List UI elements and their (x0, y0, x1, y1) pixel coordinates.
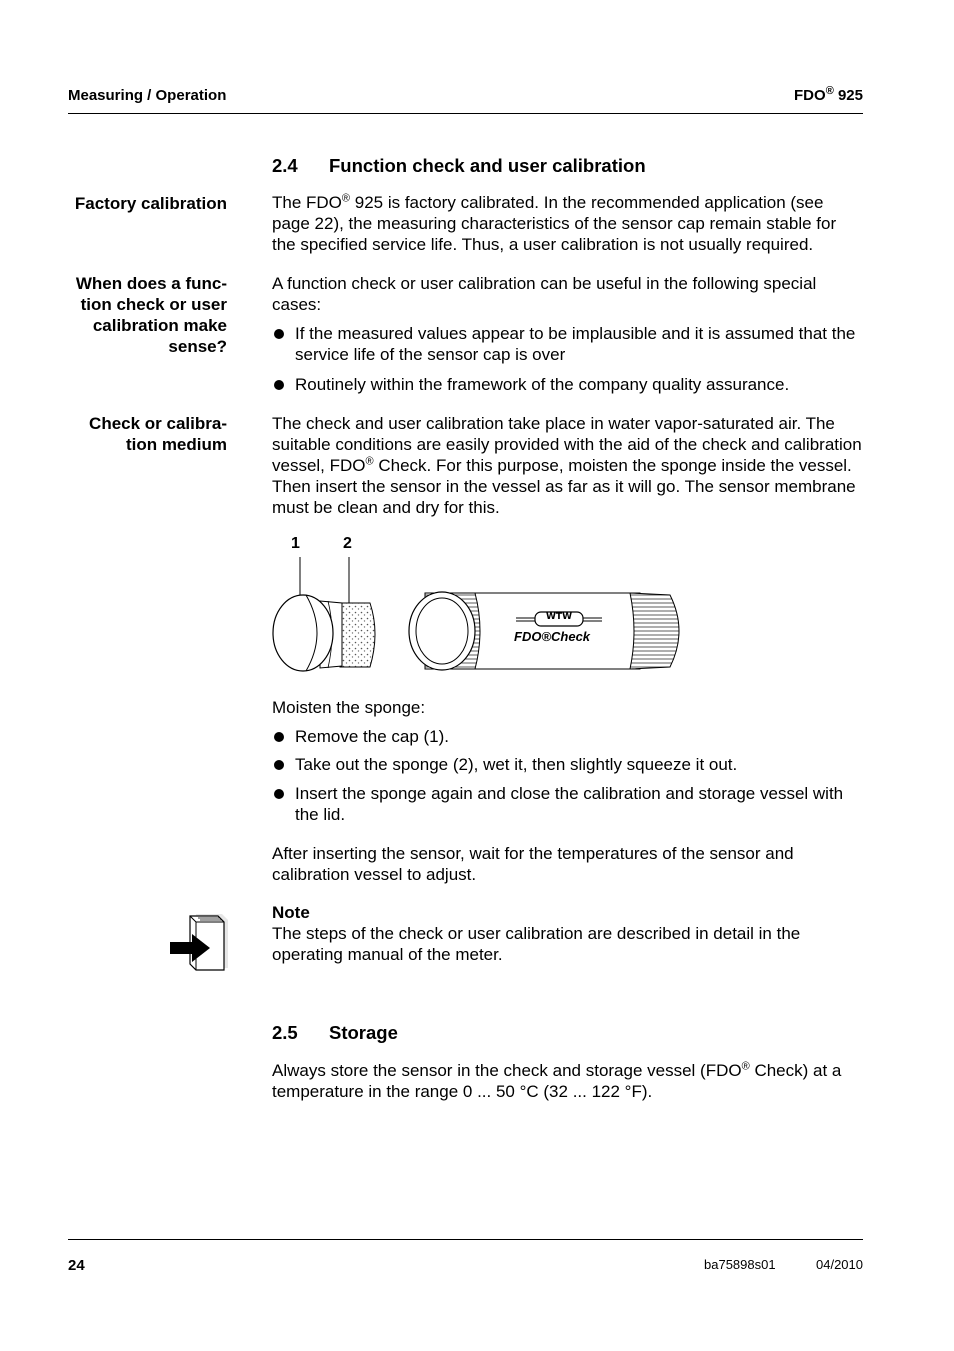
bullet-item (272, 783, 864, 825)
bullet-item (272, 374, 864, 395)
bullet-text: If the measured values appear to be implausible and it is assumed that the service life of the sensor cap is over (295, 324, 856, 364)
bullet-icon (274, 760, 284, 770)
running-header-section: Measuring / Operation (68, 87, 227, 104)
note-text: The steps of the check or user calibration are described in detail in the operating manual of the meter. (272, 924, 801, 964)
header-rule (68, 113, 863, 114)
vessel-label: FDO®Check (514, 629, 591, 644)
bullet-item (272, 323, 864, 365)
after-inserting-text: After inserting the sensor, wait for the temperatures of the sensor and calibration vessel to adjust. (272, 844, 794, 884)
document-id: ba75898s01 (704, 1257, 776, 1272)
storage-text (272, 1060, 864, 1102)
text-part: Check. For this purpose, moisten the sponge inside the vessel. Then insert the sensor in the vessel as far as it will go. The sensor membrane must be clean and dry for this. (272, 456, 856, 517)
registered-mark: ® (825, 85, 834, 97)
bullet-icon (274, 732, 284, 742)
bullet-icon (274, 329, 284, 339)
factory-calibration-text (272, 192, 864, 255)
registered-mark: ® (741, 1060, 750, 1073)
callout-1: 1 (291, 535, 300, 552)
manual-reference-icon (168, 910, 230, 974)
document-date: 04/2010 (816, 1257, 863, 1272)
section-number: 2.5 (272, 1022, 298, 1043)
section-title: Function check and user calibration (329, 155, 646, 176)
bullet-icon (274, 789, 284, 799)
section-heading-2-5 (272, 1022, 398, 1044)
moisten-intro: Moisten the sponge: (272, 698, 426, 717)
text-part: 925 is factory calibrated. In the recommended application (see page 22), the measuring characteristics of the sensor cap remain stable for the specified service life. Thus, a user calibration is not usually required. (272, 193, 837, 254)
registered-mark: ® (341, 192, 351, 205)
margin-label-medium: Check or calibra- tion medium (89, 414, 227, 454)
bullet-text: Routinely within the framework of the company quality assurance. (295, 375, 790, 394)
section-heading-2-4 (272, 155, 646, 177)
text-part: Check) at a temperature in the range 0 ... 50 °C (32 ... 122 °F). (272, 1061, 842, 1101)
section-title: Storage (329, 1022, 398, 1043)
callout-2: 2 (343, 535, 352, 552)
running-header-product (794, 87, 863, 104)
brand-logo: WTW (546, 612, 572, 622)
margin-label-when: When does a func- tion check or user calibration make sense? (75, 274, 227, 356)
bullet-text: Insert the sponge again and close the calibration and storage vessel with the lid. (295, 784, 844, 824)
medium-text (272, 413, 864, 518)
bullet-text: Remove the cap (1). (295, 727, 450, 746)
text-part: Always store the sensor in the check and storage vessel (FDO (272, 1061, 742, 1080)
when-intro-text: A function check or user calibration can be useful in the following special cases: (272, 274, 817, 314)
bullet-item (272, 726, 864, 747)
footer-rule (68, 1239, 863, 1240)
text-part: The FDO (272, 193, 342, 212)
product-model: 925 (833, 87, 863, 104)
registered-mark: ® (365, 455, 374, 468)
page-number: 24 (68, 1257, 85, 1274)
figure-sensor-cap-and-vessel (270, 533, 690, 678)
vessel-illustration (270, 533, 690, 678)
bullet-icon (274, 380, 284, 390)
bullet-text: Take out the sponge (2), wet it, then slightly squeeze it out. (295, 755, 738, 774)
product-name: FDO (794, 87, 826, 104)
section-number: 2.4 (272, 155, 298, 176)
bullet-item (272, 754, 864, 775)
margin-label-factory-calibration: Factory calibration (74, 194, 227, 213)
text-part: The check and user calibration take place in water vapor-saturated air. The suitable conditions are easily provided with the aid of the check and calibration vessel, FDO (272, 414, 862, 475)
note-title: Note (272, 903, 310, 922)
